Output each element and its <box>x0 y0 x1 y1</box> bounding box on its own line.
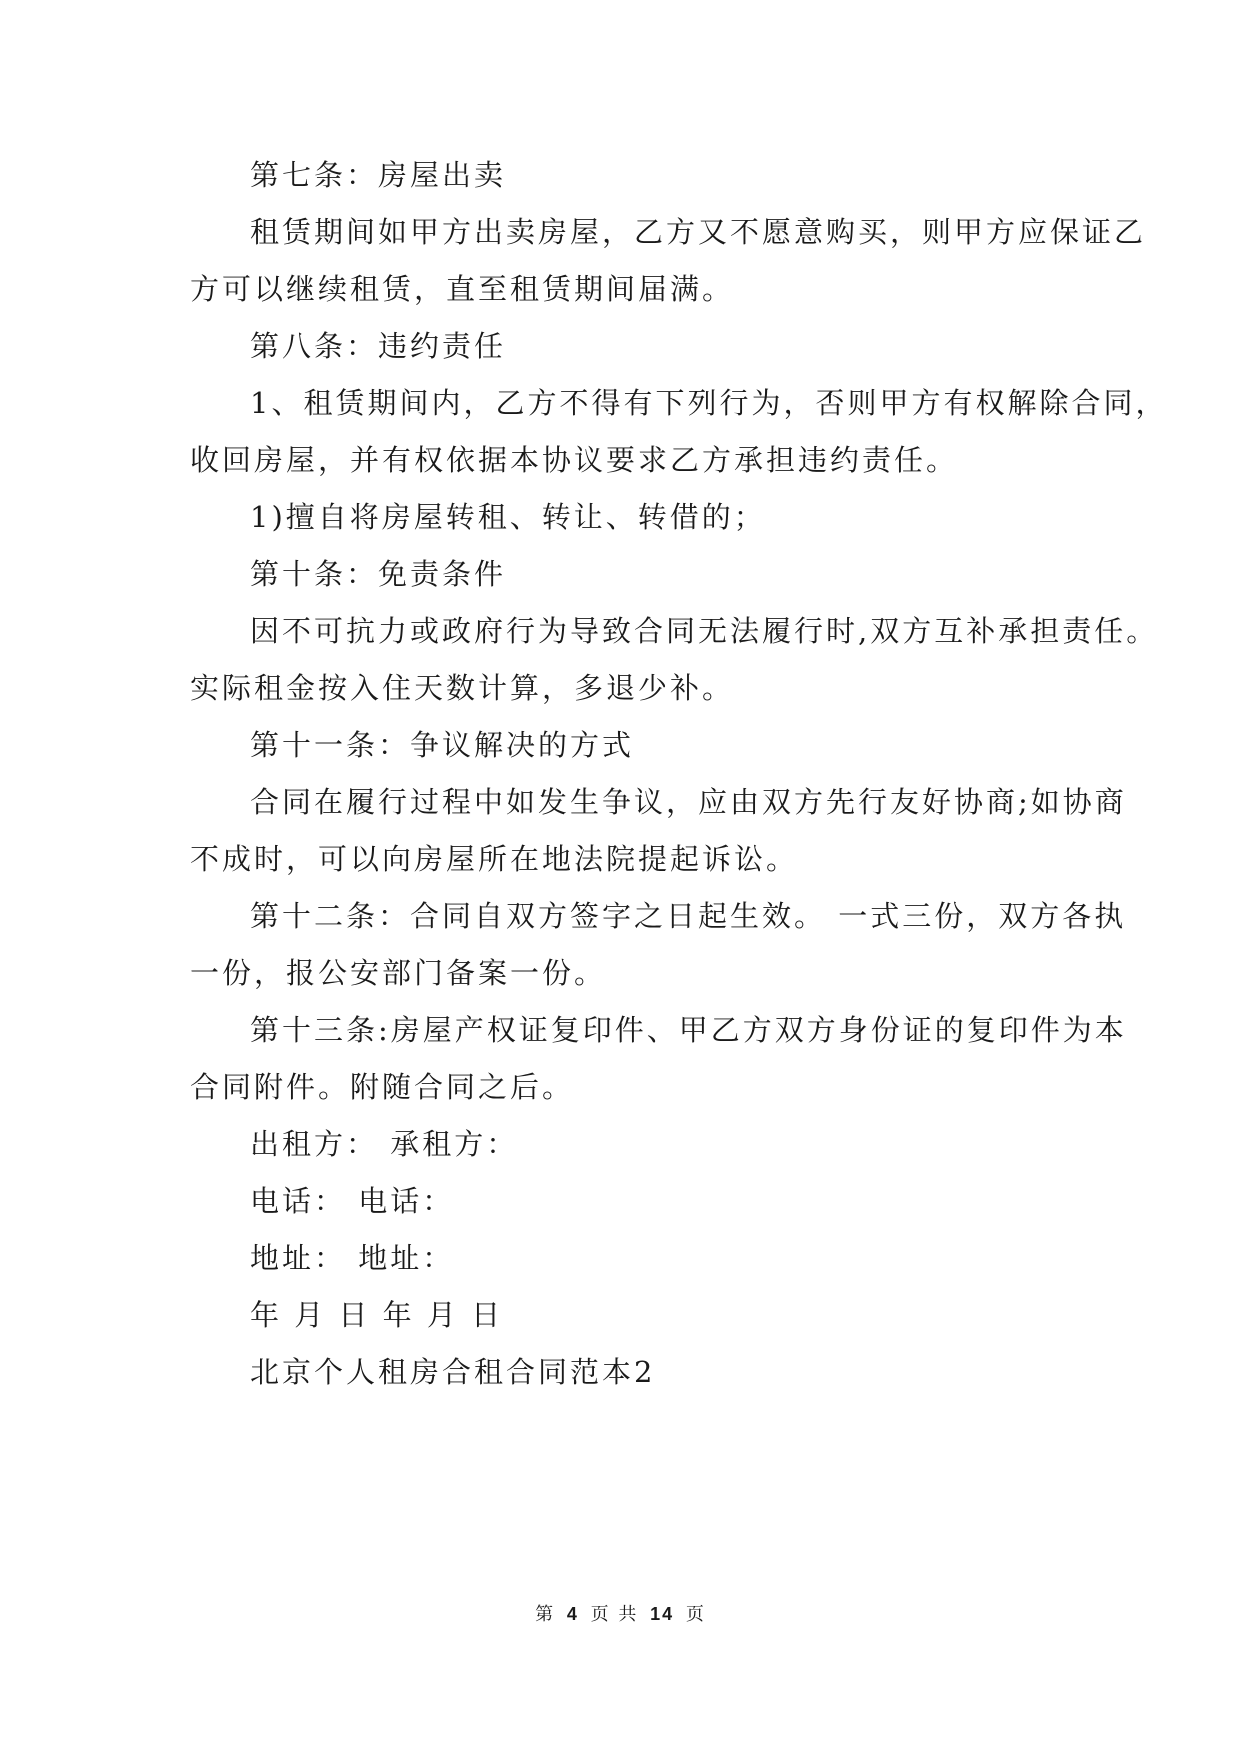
article-10-heading: 第十条：免责条件 <box>250 557 507 591</box>
footer-middle: 页 共 <box>590 1604 639 1625</box>
footer-prefix: 第 <box>535 1604 556 1625</box>
article-12-line-2: 一份，报公安部门备案一份。 <box>190 956 607 990</box>
signature-phone: 电话： 电话： <box>250 1184 455 1218</box>
article-13-line-1: 第十三条:房屋产权证复印件、甲乙方双方身份证的复印件为本 <box>250 1013 1127 1047</box>
footer-page-number: 4 <box>566 1604 579 1624</box>
article-8-item-1-line-1: 1、租赁期间内，乙方不得有下列行为，否则甲方有权解除合同， <box>250 386 1168 420</box>
footer-suffix: 页 <box>685 1604 706 1625</box>
article-12-line-1: 第十二条：合同自双方签字之日起生效。 一式三份，双方各执 <box>250 899 1127 933</box>
article-8-subitem-1: 1)擅自将房屋转租、转让、转借的； <box>250 500 766 534</box>
article-7-text-line-2: 方可以继续租赁，直至租赁期间届满。 <box>190 272 735 306</box>
article-8-item-1-line-2: 收回房屋，并有权依据本协议要求乙方承担违约责任。 <box>190 443 959 477</box>
article-10-text-line-1: 因不可抗力或政府行为导致合同无法履行时,双方互补承担责任。 <box>250 614 1159 648</box>
page-footer <box>0 1600 1241 1626</box>
article-11-text-line-2: 不成时，可以向房屋所在地法院提起诉讼。 <box>190 842 799 876</box>
article-11-text-line-1: 合同在履行过程中如发生争议，应由双方先行友好协商;如协商 <box>250 785 1127 819</box>
signature-date: 年 月 日 年 月 日 <box>250 1298 504 1332</box>
next-document-title: 北京个人租房合租合同范本2 <box>250 1355 656 1389</box>
article-10-text-line-2: 实际租金按入住天数计算，多退少补。 <box>190 671 735 705</box>
article-7-text-line-1: 租赁期间如甲方出卖房屋，乙方又不愿意购买，则甲方应保证乙 <box>250 215 1147 249</box>
article-8-heading: 第八条：违约责任 <box>250 329 507 363</box>
article-7-heading: 第七条：房屋出卖 <box>250 158 507 192</box>
signature-address: 地址： 地址： <box>250 1241 455 1275</box>
signature-parties: 出租方： 承租方： <box>250 1127 519 1161</box>
article-13-line-2: 合同附件。附随合同之后。 <box>190 1070 575 1104</box>
footer-total-pages: 14 <box>650 1604 675 1624</box>
article-11-heading: 第十一条：争议解决的方式 <box>250 728 635 762</box>
